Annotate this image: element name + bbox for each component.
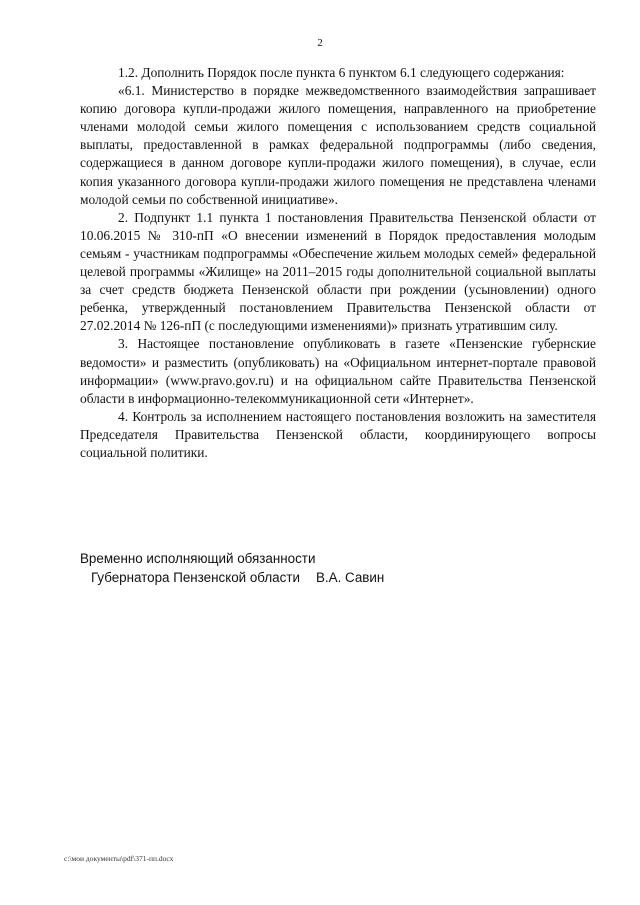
paragraph-3: 3. Настоящее постановление опубликовать в газете «Пензенские губернские ведомости» и разместить (опубликовать) на «Официальном интернет-портале правовой информации» (www.pravo.gov.ru) и на официальном сайте Правительства Пензенской области в информационно-телекоммуникационной сети «Интернет». <box>80 336 596 406</box>
document-body <box>80 64 596 462</box>
paragraph-1-2: 1.2. Дополнить Порядок после пункта 6 пунктом 6.1 следующего содержания: <box>118 65 565 80</box>
signatory-title-line-1: Временно исполняющий обязанности <box>80 551 316 566</box>
footer-file-path: c:\мои документы\pdf\371-пп.docx <box>64 854 174 863</box>
signature-block <box>80 549 600 587</box>
signatory-title-line-2: Губернатора Пензенской области <box>91 570 300 585</box>
paragraph-2: 2. Подпункт 1.1 пункта 1 постановления Правительства Пензенской области от 10.06.2015 № 310-пП «О внесении изменений в Порядок предоставления молодым семьям - участникам подпрограммы «Обеспечение жильем молодых семей» федеральной целевой программы «Жилище» на 2011–2015 годы дополнительной социальной выплаты за счет средств бюджета Пензенской области при рождении (усыновлении) одного ребенка, утвержденный постановлением Правительства Пензенской области от 27.02.2014 № 126-пП (с последующими изменениями)» признать утратившим силу. <box>80 209 596 334</box>
signatory-name: В.А. Савин <box>316 570 385 585</box>
paragraph-6-1-text: «6.1. Министерство в порядке межведомственного взаимодействия запрашивает копию договора купли-продажи жилого помещения, направленного на приобретение членами молодой семьи жилого помещения с использованием средств социальной выплаты, предоставленной в рамках федеральной подпрограммы (либо сведения, содержащиеся в данном договоре купли-продажи жилого помещения), в случае, если копия указанного договора купли-продажи жилого помещения не представлена членами молодой семьи по собственной инициативе». <box>80 83 596 207</box>
paragraph-4: 4. Контроль за исполнением настоящего постановления возложить на заместителя Председателя Правительства Пензенской области, координирующего вопросы социальной политики. <box>80 408 596 460</box>
page-number: 2 <box>317 37 323 49</box>
signatory-row <box>80 568 600 587</box>
